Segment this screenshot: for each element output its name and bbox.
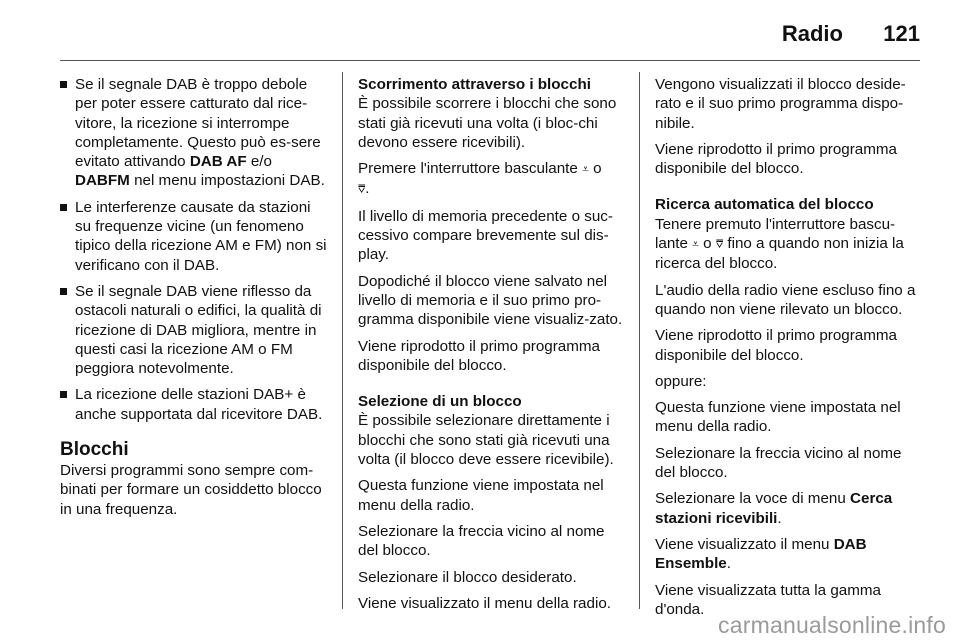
paragraph: Selezionare la freccia vicino al nome del blocco. [655,444,902,482]
rocker-up-icon: ⩢ [715,237,724,252]
bullet-item [60,75,328,191]
bullet-text: Le interferenze causate da stazioni su frequenze vicine (un fenomeno tipico della ricezione AM e FM) non si verificano con il DAB. [75,198,327,274]
paragraph-text: Selezionare la voce di menu [655,490,851,508]
subheading-scrolling: Scorrimento attraverso i blocchi [358,76,591,93]
watermark: carmanualsonline.info [718,612,946,638]
bullet-text: e/o [246,153,272,171]
paragraph: È possibile scorrere i blocchi che sono stati già ricevuti una volta (i bloc-chi devono essere ricevibili). [358,95,617,151]
page-header [0,0,960,60]
paragraph [655,215,923,274]
bold-term: Cerca stazioni ricevibili [655,490,893,527]
square-bullet-icon [60,81,67,88]
column-divider-2 [639,72,640,609]
bullet-text: Se il segnale DAB è troppo debole per poter essere catturato dal rice-vitore, la ricezione si interrompe completamente. Questo può es-sere evitato attivando [75,76,321,171]
rocker-down-icon: ⩡ [582,162,589,177]
paragraph [358,159,626,200]
paragraph-text: Tenere premuto l'interruttore bascu-lante [655,215,896,253]
paragraph: Il livello di memoria precedente o suc-cessivo compare brevemente sul dis-play. [358,207,613,264]
bold-term: DAB AF [189,153,247,171]
square-bullet-icon [60,204,67,211]
paragraph-text: Viene visualizzato il menu [655,535,834,553]
page-number: 121 [883,21,920,46]
column-3 [655,75,923,626]
bullet-text: La ricezione delle stazioni DAB+ è anche supportata dal ricevitore DAB. [75,386,323,423]
paragraph-text: . [777,509,782,527]
square-bullet-icon [60,391,67,398]
bold-term: DAB Ensemble [655,535,867,573]
paragraph: Selezionare il blocco desiderato. [358,568,577,586]
paragraph-text: . [365,180,370,198]
paragraph: Questa funzione viene impostata nel menu della radio. [358,477,604,514]
paragraph-text: . [726,555,731,573]
paragraph-text: fino a quando non inizia la ricerca del blocco. [655,235,904,273]
paragraph: L'audio della radio viene escluso fino a quando non viene rilevato un blocco. [655,281,916,318]
paragraph: Questa funzione viene impostata nel menu della radio. [655,399,901,436]
paragraph-text: Premere l'interruttore basculante [358,160,583,178]
rocker-down-icon: ⩡ [692,237,699,252]
paragraph [655,489,923,528]
bullet-item [60,282,328,378]
spacer [655,185,923,195]
paragraph: Viene riprodotto il primo programma disponibile del blocco. [655,327,897,364]
header-rule [60,60,920,61]
paragraph: Viene visualizzata tutta la gamma d'onda. [655,581,881,618]
column-1 [60,75,328,526]
paragraph: Viene riprodotto il primo programma disponibile del blocco. [655,140,897,178]
paragraph: È possibile selezionare direttamente i blocchi che sono stati già ricevuti una volta (il blocco deve essere ricevibile). [358,412,614,469]
bullet-item [60,385,328,424]
paragraph: Viene riprodotto il primo programma disponibile del blocco. [358,337,600,374]
running-title: Radio [781,21,843,46]
paragraph-text: o [698,235,716,253]
column-2 [358,75,626,620]
square-bullet-icon [60,288,67,295]
paragraph [655,535,923,574]
rocker-up-icon: ⩢ [358,182,366,197]
subheading-block-selection: Selezione di un blocco [358,393,522,411]
bullet-text: nel menu impostazioni DAB. [129,172,325,190]
section-heading-blocchi: Blocchi [60,439,129,461]
paragraph: Viene visualizzato il menu della radio. [358,594,611,612]
paragraph: oppure: [655,372,707,390]
bullet-text: Se il segnale DAB viene riflesso da ostacoli naturali o edifici, la qualità di ricezione di DAB migliora, mentre in questi casi la ricezione AM o FM peggiora notevolmente. [75,282,322,378]
paragraph: Selezionare la freccia vicino al nome del blocco. [358,522,605,560]
paragraph-text: o [588,160,602,178]
paragraph: Vengono visualizzati il blocco deside-rato e il suo primo programma dispo-nibile. [655,76,906,132]
spacer [358,382,626,392]
column-divider-1 [342,72,343,609]
bullet-list [60,75,328,424]
bullet-item [60,198,328,275]
paragraph: Diversi programmi sono sempre com-binati per formare un cosiddetto blocco in una frequenza. [60,462,322,518]
subheading-auto-search: Ricerca automatica del blocco [655,196,874,214]
bold-term: DABFM [75,172,130,190]
paragraph: Dopodiché il blocco viene salvato nel livello di memoria e il suo primo pro-gramma disponibile viene visualiz-zato. [358,272,623,329]
